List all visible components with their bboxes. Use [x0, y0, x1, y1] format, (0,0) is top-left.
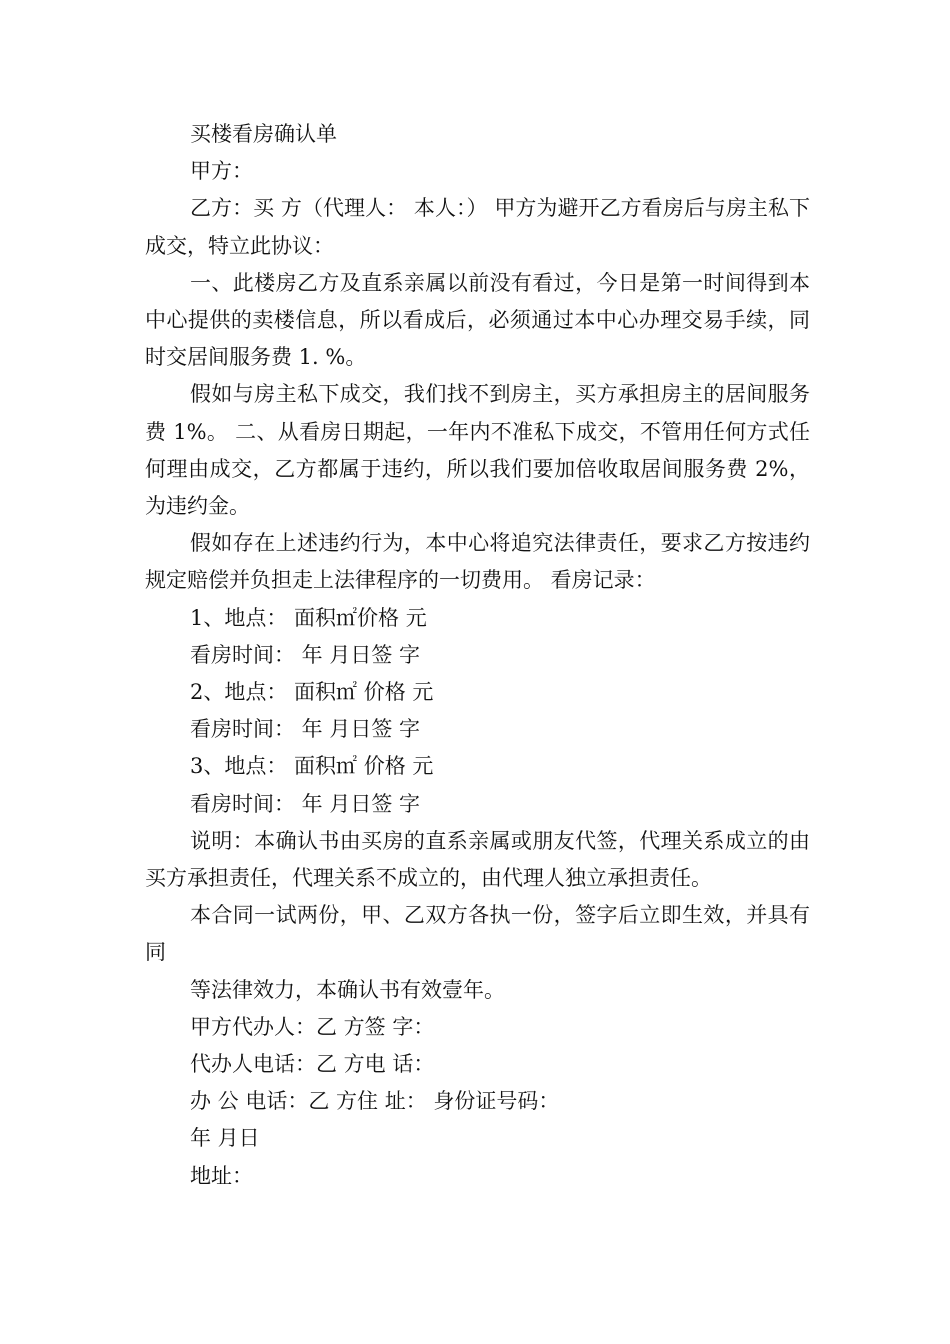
viewing-record-1-location: 1、地点： 面积㎡价格 元: [190, 605, 427, 630]
party-a-line: 甲方：: [190, 159, 253, 184]
party-b-paragraph: 乙方：买 方（代理人： 本人：） 甲方为避开乙方看房后与房主私下成交，特立此协议：: [145, 196, 810, 258]
office-phone-line: 办 公 电话：乙 方住 址： 身份证号码：: [190, 1089, 560, 1114]
document-body: [145, 116, 810, 1195]
phone-line: 代办人电话：乙 方电 话：: [190, 1052, 435, 1077]
validity-paragraph: 等法律效力，本确认书有效壹年。: [190, 977, 505, 1002]
breach-paragraph: 假如存在上述违约行为，本中心将追究法律责任，要求乙方按违约规定赔偿并负担走上法律程序的一切费用。 看房记录：: [145, 531, 810, 593]
explanation-paragraph: 说明：本确认书由买房的直系亲属或朋友代签，代理关系成立的由买方承担责任，代理关系不成立的，由代理人独立承担责任。: [145, 828, 810, 891]
address-line: 地址：: [190, 1163, 253, 1188]
viewing-record-3-location: 3、地点： 面积㎡ 价格 元: [190, 754, 434, 779]
document-title: 买楼看房确认单: [190, 122, 337, 146]
viewing-record-3-time: 看房时间： 年 月日签 字: [190, 791, 421, 816]
viewing-record-1-time: 看房时间： 年 月日签 字: [190, 642, 421, 667]
viewing-record-2-time: 看房时间： 年 月日签 字: [190, 717, 421, 742]
clause-two-paragraph: 假如与房主私下成交，我们找不到房主，买方承担房主的居间服务费 1%。 二、从看房日期起，一年内不准私下成交，不管用任何方式任何理由成交，乙方都属于违约，所以我们要加倍收取居间服务费 2%，为违约金。: [145, 382, 810, 519]
date-line: 年 月日: [190, 1126, 260, 1151]
signature-line: 甲方代办人：乙 方签 字：: [190, 1014, 435, 1039]
clause-one-paragraph: 一、此楼房乙方及直系亲属以前没有看过，今日是第一时间得到本中心提供的卖楼信息，所以看成后，必须通过本中心办理交易手续，同时交居间服务费 1. %。: [145, 270, 810, 370]
viewing-record-2-location: 2、地点： 面积㎡ 价格 元: [190, 680, 434, 705]
contract-copies-paragraph: 本合同一试两份，甲、乙双方各执一份，签字后立即生效，并具有同: [145, 903, 810, 965]
